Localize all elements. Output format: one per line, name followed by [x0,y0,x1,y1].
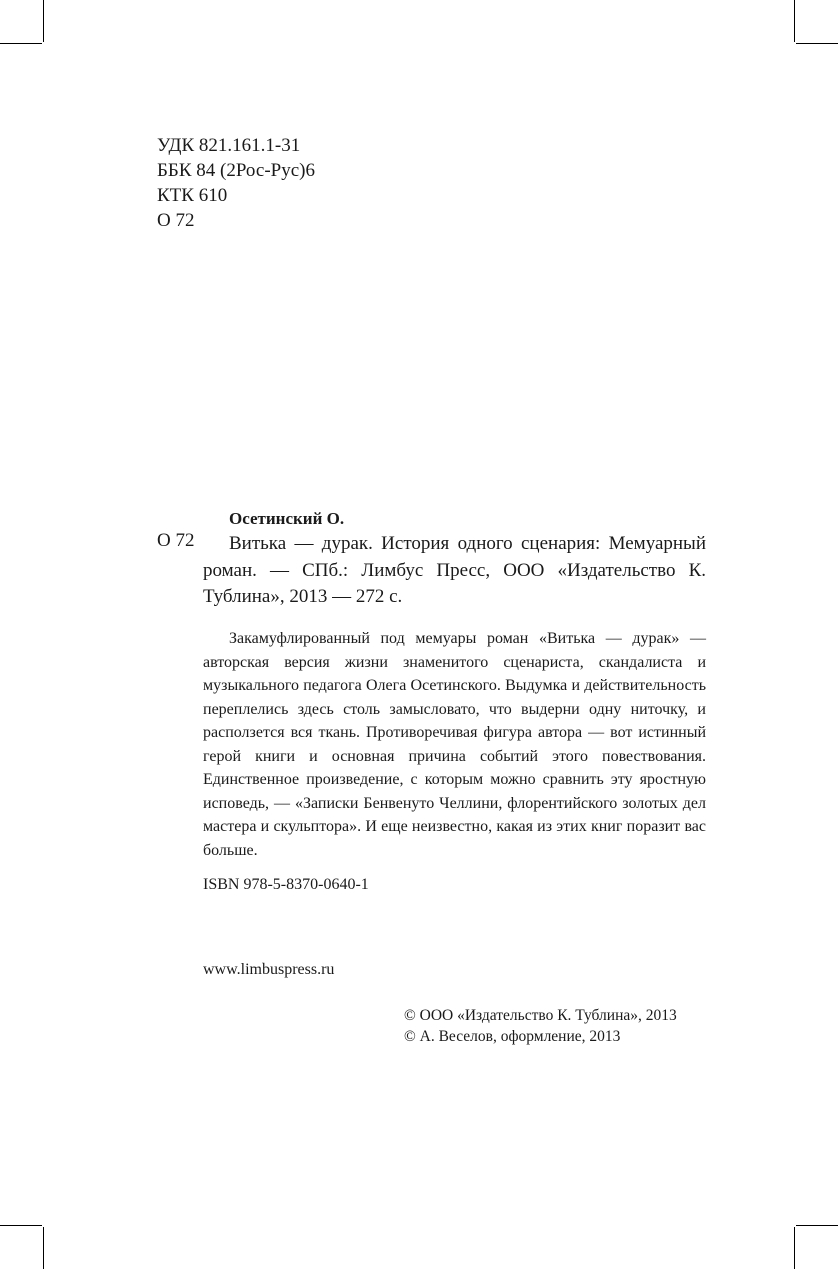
annotation [203,627,706,862]
bibliographic-description [203,531,706,611]
crop-mark-top-right-vertical [794,0,795,42]
author-mark: О 72 [157,210,195,231]
bibliographic-text: Витька — дурак. История одного сценария: Мемуарный роман. — СПб.: Лимбус Пресс, ООО «Издательство К. Тублина», 2013 — 272 с. [203,533,706,607]
crop-mark-bottom-right-horizontal [796,1225,838,1226]
udk-code: УДК 821.161.1-31 [157,135,301,156]
bbk-code: ББК 84 (2Рос-Рус)6 [157,160,315,181]
crop-mark-bottom-right-vertical [794,1227,795,1269]
crop-mark-top-left-vertical [43,0,44,42]
crop-mark-top-right-horizontal [796,43,838,44]
crop-mark-bottom-left-horizontal [0,1225,42,1226]
copyright-block [404,1005,677,1047]
entry-author-mark: О 72 [157,530,195,551]
copyright-publisher: © ООО «Издательство К. Тублина», 2013 [404,1007,677,1024]
isbn: ISBN 978-5-8370-0640-1 [203,876,369,893]
catalog-codes [157,133,315,233]
ktk-code: КТК 610 [157,185,228,206]
annotation-text: Закамуфлированный под мемуары роман «Витька — дурак» — авторская версия жизни знаменитого сценариста, скандалиста и музыкального педагога Олега Осетинского. Выдумка и действительность переплелись здесь столь замысловато, что выдерни одну ниточку, и расползется вся ткань. Противоречивая фигура автора — вот истинный герой книги и основная причина событий этого повествования. Единственное произведение, с которым можно сравнить эту яростную исповедь, — «Записки Бенвенуто Челлини, флорентийского золотых дел мастера и скульптора». И еще неизвестно, какая из этих книг поразит вас больше. [203,630,706,859]
crop-mark-top-left-horizontal [0,43,42,44]
website-link[interactable]: www.limbuspress.ru [203,961,335,978]
crop-mark-bottom-left-vertical [43,1227,44,1269]
copyright-design: © А. Веселов, оформление, 2013 [404,1028,621,1045]
author-name: Осетинский О. [229,509,345,528]
